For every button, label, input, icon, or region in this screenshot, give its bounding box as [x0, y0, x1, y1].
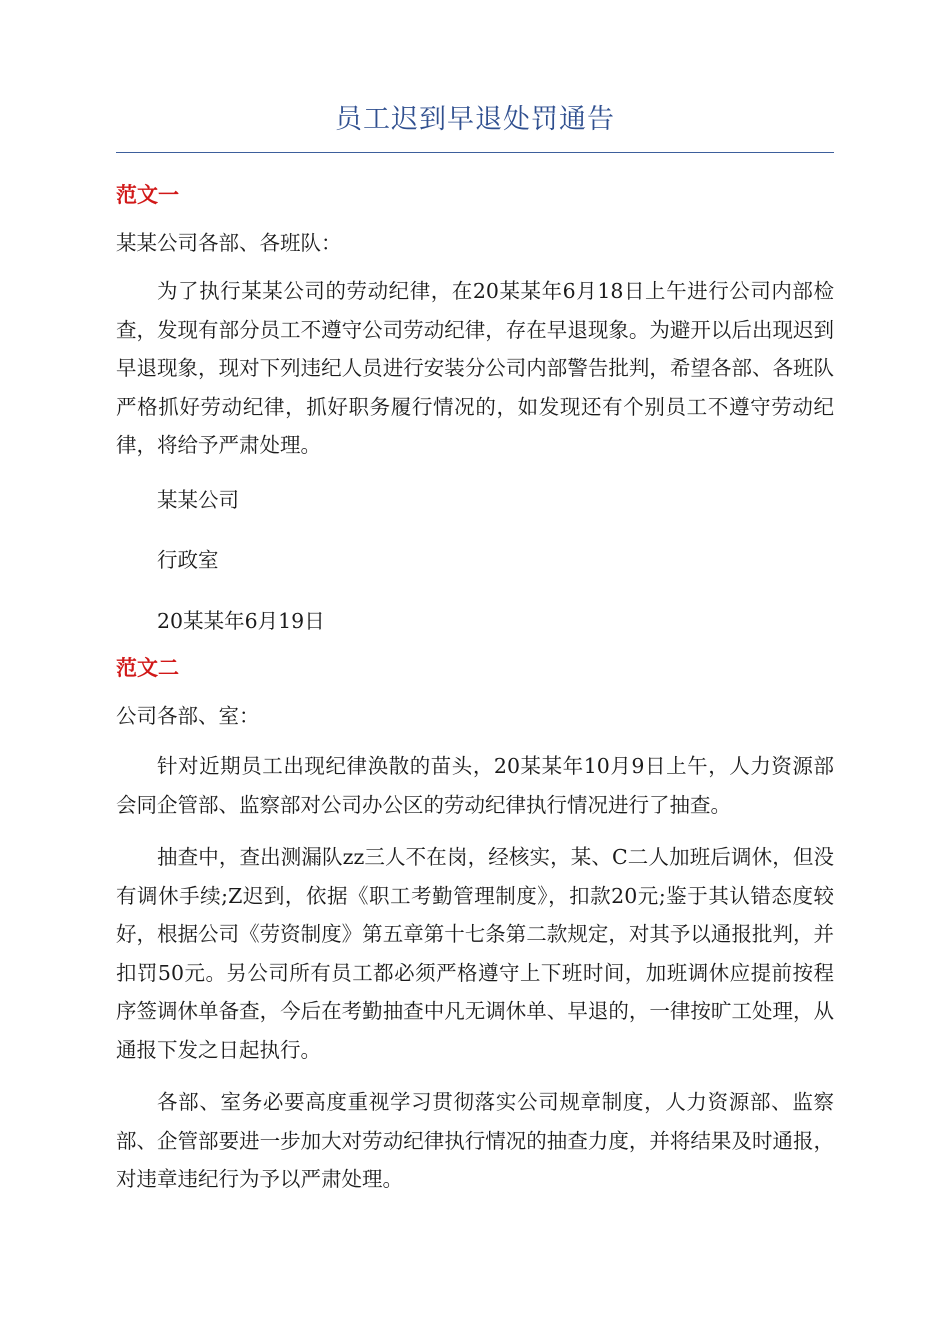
signature-date: 20某某年6月19日: [157, 608, 325, 633]
body-paragraph: 抽查中，查出测漏队zz三人不在岗，经核实，某、C二人加班后调休，但没有调休手续;Z迟到，依据《职工考勤管理制度》，扣款20元;鉴于其认错态度较好，根据公司《劳资制度》第五章第十七条第二款规定，对其予以通报批判，并扣罚50元。另公司所有员工都必须严格遵守上下班时间，加班调休应提前按程序签调休单备查，今后在考勤抽查中凡无调休单、早退的，一律按旷工处理，从通报下发之日起执行。: [116, 845, 834, 1062]
section-sample-one: [116, 180, 834, 640]
section-heading: 范文二: [116, 656, 179, 680]
section-heading: 范文一: [116, 183, 179, 207]
signature-company: 某某公司: [157, 487, 239, 512]
title-divider: [116, 152, 834, 153]
signature-department: 行政室: [157, 548, 219, 572]
section-sample-two: [116, 653, 834, 1199]
salutation: 某某公司各部、各班队：: [116, 231, 342, 255]
body-paragraph: 针对近期员工出现纪律涣散的苗头，20某某年10月9日上午，人力资源部会同企管部、监察部对公司办公区的劳动纪律执行情况进行了抽查。: [116, 754, 834, 817]
document-title: 员工迟到早退处罚通告: [335, 104, 615, 135]
document-page: [116, 100, 834, 1199]
salutation: 公司各部、室：: [116, 704, 260, 728]
body-paragraph: 为了执行某某公司的劳动纪律，在20某某年6月18日上午进行公司内部检查，发现有部分员工不遵守公司劳动纪律，存在早退现象。为避开以后出现迟到早退现象，现对下列违纪人员进行安装分公司内部警告批判，希望各部、各班队严格抓好劳动纪律，抓好职务履行情况的，如发现还有个别员工不遵守劳动纪律，将给予严肃处理。: [116, 279, 834, 457]
body-paragraph: 各部、室务必要高度重视学习贯彻落实公司规章制度，人力资源部、监察部、企管部要进一步加大对劳动纪律执行情况的抽查力度，并将结果及时通报，对违章违纪行为予以严肃处理。: [116, 1090, 834, 1191]
